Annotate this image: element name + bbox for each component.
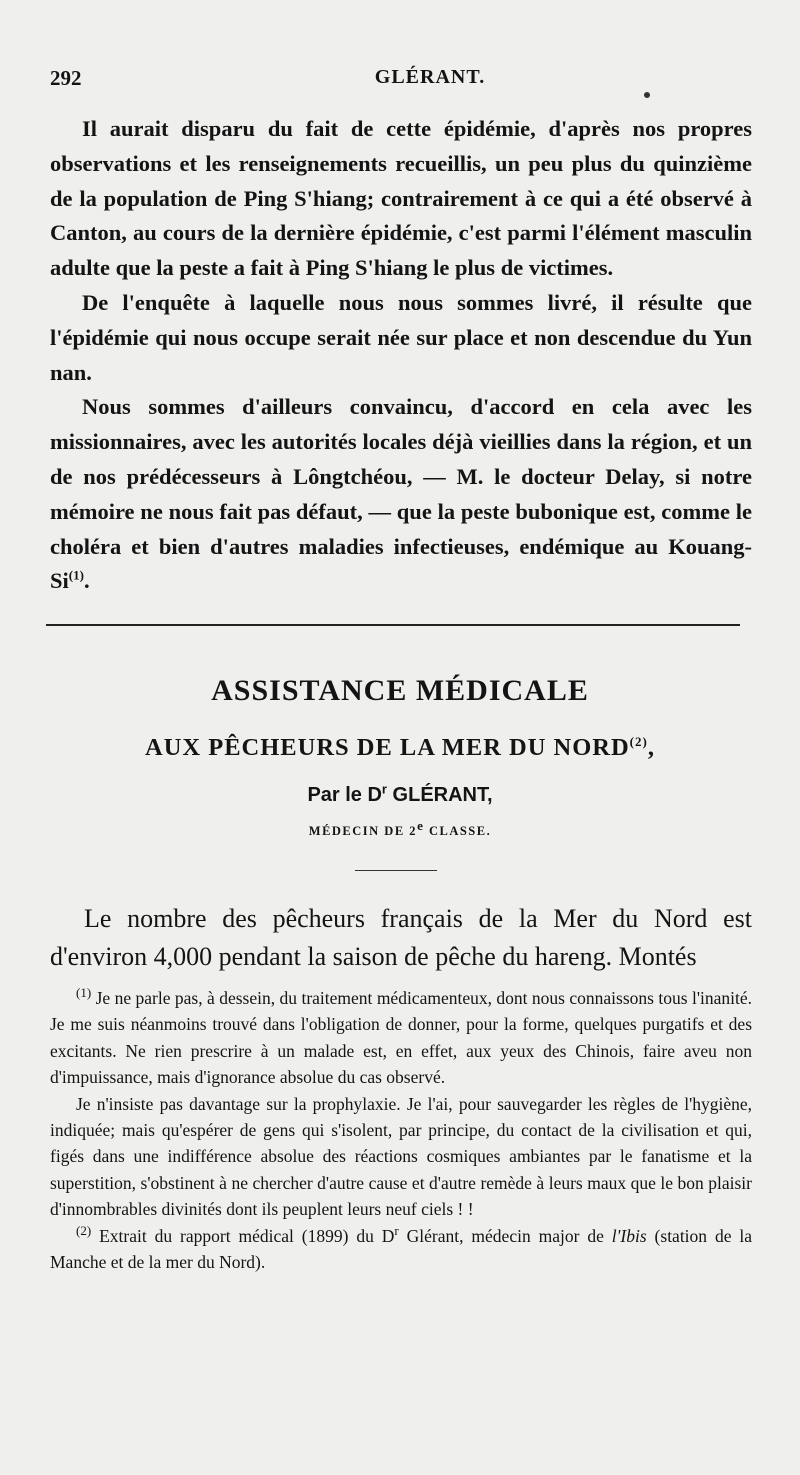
footnote-1-mark: (1) bbox=[76, 985, 92, 1001]
section-rule bbox=[46, 624, 740, 626]
ink-speck bbox=[644, 92, 650, 98]
article-lead bbox=[50, 900, 752, 976]
footnote-2-mark: (2) bbox=[76, 1222, 92, 1238]
footnote-2-text-a: Extrait du rapport médical (1899) du D bbox=[99, 1225, 395, 1246]
byline-prefix: Par le D bbox=[307, 784, 382, 806]
intro-trailing: . bbox=[83, 568, 90, 594]
intro-paragraph-3 bbox=[50, 390, 752, 599]
rank-sup: e bbox=[417, 817, 425, 833]
footnote-1-text: Je ne parle pas, à dessein, du traitement médicamenteux, dont nous connaissons tous l'inanité. Je me suis néanmoins trouvé dans l'obligation de donner, pour la forme, quelques purgatifs et des excitants. Ne rien prescrire à un malade est, en effet, aux yeux des Chinois, faire aveu non d'impuissance, mais d'ignorance absolue du cas observé. bbox=[50, 988, 752, 1088]
rank-suffix: CLASSE. bbox=[424, 824, 492, 838]
footnote-2-text-b: Glérant, médecin major de bbox=[398, 1225, 612, 1246]
article-subtitle-text: AUX PÊCHEURS DE LA MER DU NORD bbox=[145, 734, 630, 761]
byline bbox=[0, 781, 800, 807]
intro-paragraph-2: De l'enquête à laquelle nous nous sommes livré, il résulte que l'épidémie qui nous occupe serait née sur place et non descendue du Yun nan. bbox=[50, 289, 752, 385]
footnote-ref-2: (2) bbox=[629, 733, 648, 749]
rank-prefix: MÉDECIN DE 2 bbox=[308, 824, 418, 838]
author-rank bbox=[0, 817, 800, 839]
footnote-1-continued: Je n'insiste pas davantage sur la prophylaxie. Je l'ai, pour sauvegarder les règles de l'hygiène, indiquée; mais qu'espérer de gens qui s'isolent, par principe, du contact de la civilisation et qui, figés dans une indifférence absolue des réactions cosmiques ambiantes par le fanatisme et la superstition, s'obstinent à ne chercher d'autre cause et d'autre remède à leurs maux que le bon plaisir d'innombrables divinités dont ils peuplent leurs neuf ciels ! ! bbox=[50, 1093, 752, 1220]
footnote-1 bbox=[50, 985, 752, 1091]
footnote-2 bbox=[50, 1223, 752, 1276]
footnote-ref-1: (1) bbox=[68, 567, 84, 583]
byline-sup: r bbox=[381, 781, 387, 797]
intro-paragraph-1: Il aurait disparu du fait de cette épidémie, d'après nos propres observations et les renseignements recueillis, un peu plus du quinzième de la population de Ping S'hiang; contrairement à ce qui a été observé à Canton, au cours de la dernière épidémie, c'est parmi l'élément masculin adulte que la peste a fait à Ping S'hiang le plus de victimes. bbox=[50, 116, 752, 281]
article-title: ASSISTANCE MÉDICALE bbox=[211, 674, 589, 707]
lead-paragraph: Le nombre des pêcheurs français de la Mer du Nord est d'environ 4,000 pendant la saison de pêche du hareng. Montés bbox=[50, 904, 752, 971]
intro-paragraph-3-text: Nous sommes d'ailleurs convaincu, d'accord en cela avec les missionnaires, avec les autorités locales déjà vieillies dans la région, et un de nos prédécesseurs à Lôngtchéou, — M. le docteur Delay, si notre mémoire ne nous fait pas défaut, — que la peste bubonique est, comme le choléra et bien d'autres maladies infectieuses, endémique au Kouang-Si bbox=[50, 394, 752, 594]
running-title: GLÉRANT. bbox=[374, 66, 486, 88]
article-subtitle-trailing: , bbox=[647, 734, 655, 761]
article-subtitle bbox=[0, 734, 800, 762]
page-number: 292 bbox=[50, 66, 82, 90]
footnotes bbox=[50, 985, 752, 1275]
footnote-2-text-c: (station de la Manche et de la mer du Nord). bbox=[50, 1225, 753, 1273]
byline-name: GLÉRANT, bbox=[386, 784, 493, 806]
title-separator bbox=[355, 870, 437, 871]
intro-text bbox=[50, 112, 752, 599]
footnote-2-sup: r bbox=[394, 1222, 399, 1238]
ship-name: l'Ibis bbox=[611, 1225, 647, 1246]
